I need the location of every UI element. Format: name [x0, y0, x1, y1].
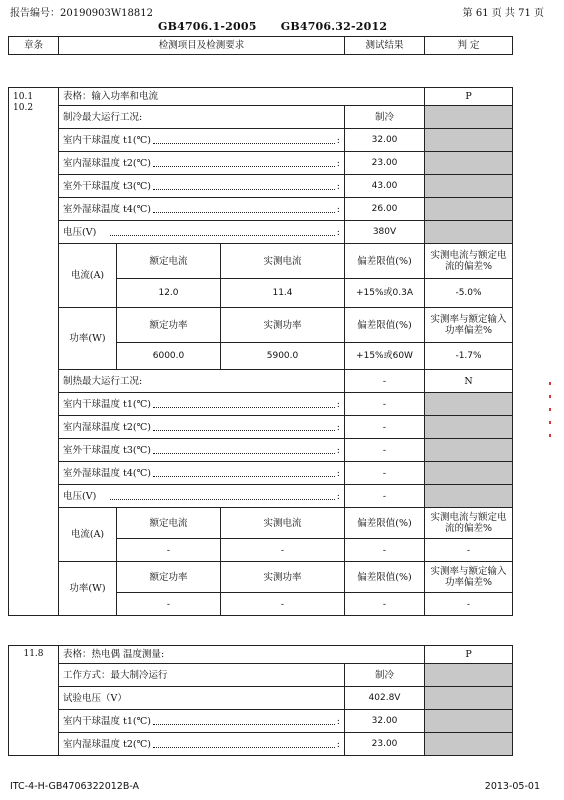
gray-cell	[425, 462, 513, 485]
col-verdict: 判 定	[425, 37, 513, 55]
table-title: 表格：输入功率和电流	[59, 88, 425, 106]
report-number: 报告编号：20190903W18812	[10, 8, 153, 19]
verdict-p: P	[425, 88, 513, 106]
verdict-n: N	[425, 370, 513, 393]
cooling-column-label: 制冷	[345, 106, 425, 129]
gray-cell	[425, 733, 513, 756]
cool-measured-current: 11.4	[221, 279, 345, 308]
cool-current-deviation: -5.0%	[425, 279, 513, 308]
t2-value: 23.00	[345, 733, 425, 756]
col-result: 测试结果	[345, 37, 425, 55]
cooling-condition-title: 制冷最大运行工况:	[59, 106, 345, 129]
row-label: 室外干球温度 t3(℃)	[63, 180, 151, 192]
column-header-table	[8, 36, 513, 55]
current-deviation-header: 实测电流与额定电流的偏差%	[425, 508, 513, 539]
row-label: 室内湿球温度 t2(℃)	[63, 738, 151, 750]
current-label: 电流(A)	[59, 244, 117, 308]
tolerance-header: 偏差限值(%)	[345, 308, 425, 343]
cool-rated-power: 6000.0	[117, 343, 221, 370]
standards-title: GB4706.1-2005 GB4706.32-2012	[158, 20, 388, 33]
row-label: 室内湿球温度 t2(℃)	[63, 421, 151, 433]
cool-rated-current: 12.0	[117, 279, 221, 308]
voltage-label: 试验电压（V）	[59, 687, 345, 710]
measured-power-header: 实测功率	[221, 562, 345, 593]
heating-column-label: -	[345, 370, 425, 393]
section-11-table: 11.8 表格：热电偶 温度测量: P 工作方式：最大制冷运行 制冷 试验电压（V） 402.8V 室内干球温度 t1(℃) : 32.00 室内湿球温度 t2(℃) : 23.00	[8, 645, 513, 756]
rated-power-header: 额定功率	[117, 562, 221, 593]
row-label: 室内湿球温度 t2(℃)	[63, 157, 151, 169]
heat-current-tolerance: -	[345, 539, 425, 562]
cool-t2-value: 23.00	[345, 152, 425, 175]
row-label: 室内干球温度 t1(℃)	[63, 134, 151, 146]
heat-rated-power: -	[117, 593, 221, 616]
gray-cell	[425, 485, 513, 508]
heat-voltage-value: -	[345, 485, 425, 508]
gray-cell	[425, 416, 513, 439]
margin-marks	[549, 382, 551, 447]
gray-cell	[425, 664, 513, 687]
measured-power-header: 实测功率	[221, 308, 345, 343]
cool-voltage-value: 380V	[345, 221, 425, 244]
cool-t1-value: 32.00	[345, 129, 425, 152]
cool-power-tolerance: +15%或60W	[345, 343, 425, 370]
clause-11-8: 11.8	[9, 646, 59, 756]
gray-cell	[425, 221, 513, 244]
row-label: 室外干球温度 t3(℃)	[63, 444, 151, 456]
footer-code: ITC-4-H-GB4706322012B-A	[10, 781, 140, 792]
gray-cell	[425, 106, 513, 129]
heating-condition-title: 制热最大运行工况:	[59, 370, 345, 393]
gray-cell	[425, 198, 513, 221]
row-label: 室外湿球温度 t4(℃)	[63, 467, 151, 479]
thermocouple-table-title: 表格：热电偶 温度测量:	[59, 646, 425, 664]
tolerance-header: 偏差限值(%)	[345, 508, 425, 539]
gray-cell	[425, 175, 513, 198]
power-deviation-header: 实测率与额定输入功率偏差%	[425, 562, 513, 593]
heat-t1-value: -	[345, 393, 425, 416]
cool-power-deviation: -1.7%	[425, 343, 513, 370]
heat-t4-value: -	[345, 462, 425, 485]
cool-measured-power: 5900.0	[221, 343, 345, 370]
measured-current-header: 实测电流	[221, 244, 345, 279]
heat-current-deviation: -	[425, 539, 513, 562]
current-label: 电流(A)	[59, 508, 117, 562]
page-number: 第 61 页 共 71 页	[462, 8, 544, 19]
cool-t3-value: 43.00	[345, 175, 425, 198]
verdict-p: P	[425, 646, 513, 664]
heat-t3-value: -	[345, 439, 425, 462]
gray-cell	[425, 129, 513, 152]
mode-label: 工作方式：最大制冷运行	[59, 664, 345, 687]
heat-rated-current: -	[117, 539, 221, 562]
rated-power-header: 额定功率	[117, 308, 221, 343]
power-label: 功率(W)	[59, 562, 117, 616]
clause-10: 10.1 10.2	[9, 88, 59, 616]
footer-date: 2013-05-01	[484, 781, 540, 792]
heat-t2-value: -	[345, 416, 425, 439]
gray-cell	[425, 710, 513, 733]
mode-value: 制冷	[345, 664, 425, 687]
gray-cell	[425, 687, 513, 710]
col-clause: 章条	[9, 37, 59, 55]
measured-current-header: 实测电流	[221, 508, 345, 539]
power-deviation-header: 实测率与额定输入功率偏差%	[425, 308, 513, 343]
row-label: 电压(V)	[63, 490, 97, 502]
heat-measured-power: -	[221, 593, 345, 616]
t1-value: 32.00	[345, 710, 425, 733]
section-10-table: 10.1 10.2 表格：输入功率和电流 P 制冷最大运行工况: 制冷 室内干球温度 t1(℃) : 32.00 室内湿球温度 t2(℃) : 23.00 室外干球温度 t3(℃) : 43.00 室外湿球温度 t4(℃) : 26.00 电压(V) : 380V 电流(A) 额定电流 实测电流 偏差限值(%) 实测电流与额定电流的偏差% 12.0 11.4 +15%或0.3A -5.0% 功率(W) 额定功率 实测功率 偏差限值(%) 实测率与额定输入功率偏差% 6000.0 5900.0 +15%或60W -1.7% 制热最大运行工况: - N 室内干球温度 t1(℃) : - 室内湿球温度 t2(℃) : - 室外干球温度 t3(℃) : - 室外湿球温度 t4(℃) : - 电压(V) : - 电流(A) 额定电流 实测电流 偏差限值(%) 实测电流与额定电流的偏差% - - - - 功率(W) 额定功率 实测功率 偏差限值(%) 实测率与额定输入功率偏差% - - - -	[8, 87, 513, 616]
col-requirement: 检测项目及检测要求	[59, 37, 345, 55]
power-label: 功率(W)	[59, 308, 117, 370]
tolerance-header: 偏差限值(%)	[345, 244, 425, 279]
row-label: 室内干球温度 t1(℃)	[63, 398, 151, 410]
cool-t4-value: 26.00	[345, 198, 425, 221]
gray-cell	[425, 152, 513, 175]
rated-current-header: 额定电流	[117, 508, 221, 539]
row-label: 电压(V)	[63, 226, 97, 238]
row-label: 室外湿球温度 t4(℃)	[63, 203, 151, 215]
gray-cell	[425, 439, 513, 462]
cool-current-tolerance: +15%或0.3A	[345, 279, 425, 308]
rated-current-header: 额定电流	[117, 244, 221, 279]
heat-power-deviation: -	[425, 593, 513, 616]
voltage-value: 402.8V	[345, 687, 425, 710]
heat-measured-current: -	[221, 539, 345, 562]
heat-power-tolerance: -	[345, 593, 425, 616]
tolerance-header: 偏差限值(%)	[345, 562, 425, 593]
current-deviation-header: 实测电流与额定电流的偏差%	[425, 244, 513, 279]
gray-cell	[425, 393, 513, 416]
row-label: 室内干球温度 t1(℃)	[63, 715, 151, 727]
